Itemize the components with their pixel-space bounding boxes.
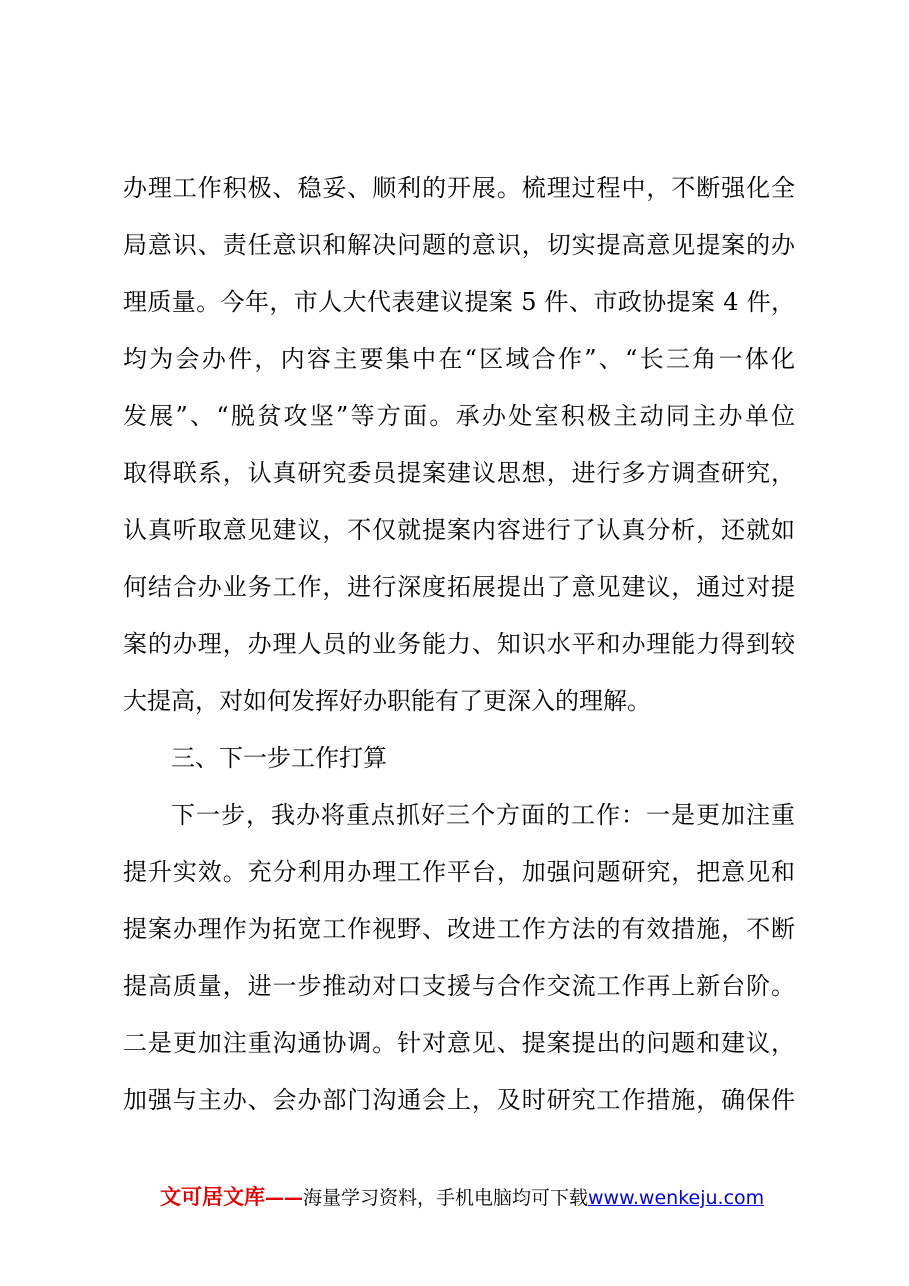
paragraph-line: 认真听取意见建议，不仅就提案内容进行了认真分析，还就如 [123,516,795,544]
footer-brand-name: 文可居文库 [160,1185,265,1209]
paragraph-line: 案的办理，办理人员的业务能力、知识水平和办理能力得到较 [123,630,795,658]
document-body [123,160,795,1129]
footer-website-link[interactable]: www.wenkeju.com [588,1187,765,1209]
paragraph-line: 二是更加注重沟通协调。针对意见、提案提出的问题和建议， [123,1029,795,1057]
paragraph-line: 均为会办件，内容主要集中在“区域合作”、“长三角一体化 [123,345,795,373]
paragraph-line: 何结合办业务工作，进行深度拓展提出了意见建议，通过对提 [123,573,795,601]
paragraph-line: 取得联系，认真研究委员提案建议思想，进行多方调查研究， [123,459,795,487]
paragraph-line: 加强与主办、会办部门沟通会上，及时研究工作措施，确保件 [123,1086,795,1114]
paragraph-2 [123,787,795,1129]
paragraph-line: 提高质量，进一步推动对口支援与合作交流工作再上新台阶。 [123,972,795,1000]
footer-description: 海量学习资料，手机电脑均可下载 [303,1187,589,1209]
paragraph-line: 大提高，对如何发挥好办职能有了更深入的理解。 [123,687,651,715]
paragraph-line: 提升实效。充分利用办理工作平台，加强问题研究，把意见和 [123,858,795,886]
footer-banner [160,1182,800,1212]
paragraph-line: 提案办理作为拓宽工作视野、改进工作方法的有效措施，不断 [123,915,795,943]
footer-dash: —— [265,1187,303,1209]
paragraph-line: 局意识、责任意识和解决问题的意识，切实提高意见提案的办 [123,231,795,259]
section-heading: 三、下一步工作打算 [171,744,387,772]
paragraph-line: 发展”、“脱贫攻坚”等方面。承办处室积极主动同主办单位 [123,402,795,430]
paragraph-line: 办理工作积极、稳妥、顺利的开展。梳理过程中，不断强化全 [123,174,795,202]
paragraph-line: 理质量。今年，市人大代表建议提案 5 件、市政协提案 4 件， [123,288,795,316]
paragraph-1 [123,160,795,730]
paragraph-line: 下一步，我办将重点抓好三个方面的工作：一是更加注重 [171,801,795,829]
